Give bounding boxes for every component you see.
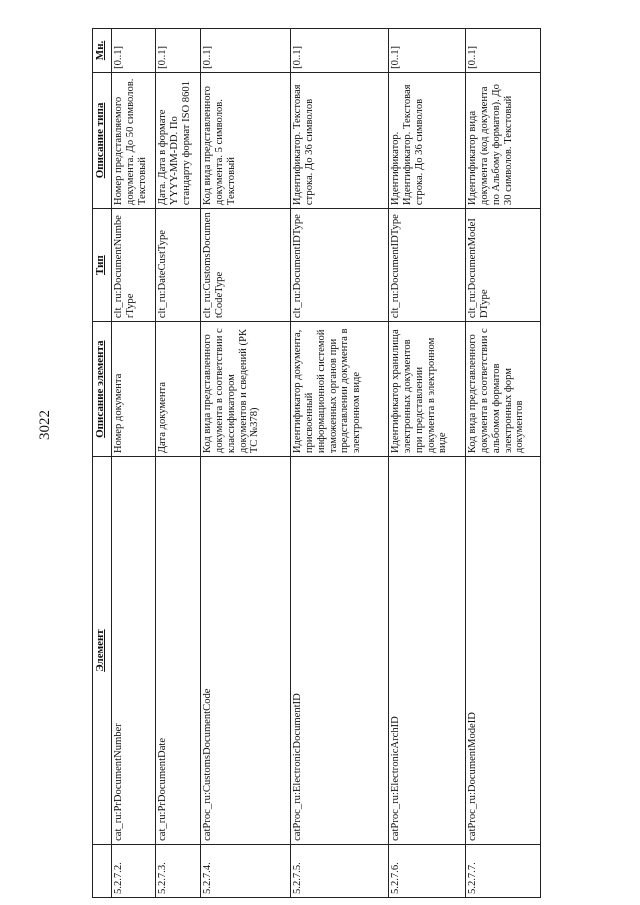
cell-type: clt_ru:DocumentIDType <box>389 209 466 322</box>
page-number: 3022 <box>37 410 53 440</box>
cell-mult: [0..1] <box>201 29 291 73</box>
cell-element-desc: Номер документа <box>112 322 156 457</box>
cell-mult: [0..1] <box>156 29 201 73</box>
table-row <box>389 29 466 898</box>
header-type: Тип <box>93 209 112 322</box>
header-element-desc: Описание элемента <box>93 322 112 457</box>
table-row <box>466 29 541 898</box>
cell-type-desc: Номер представляемого документа. До 50 символов. Текстовый <box>112 72 156 208</box>
table-header-row <box>93 29 112 898</box>
cell-type: clt_ru:CustomsDocumentCodeType <box>201 209 291 322</box>
cell-type-desc: Идентификатор вида документа (код документа по Альбому форматов). До 30 символов. Текстовый <box>466 72 541 208</box>
table-row <box>156 29 201 898</box>
table-row <box>112 29 156 898</box>
cell-type-desc: Идентификатор. Текстовая строка. До 36 символов <box>291 72 389 208</box>
cell-mult: [0..1] <box>466 29 541 73</box>
header-element: Элемент <box>93 457 112 845</box>
cell-element: catProc_ru:ElectronicArchID <box>389 457 466 845</box>
cell-mult: [0..1] <box>291 29 389 73</box>
cell-type: clt_ru:DateCustType <box>156 209 201 322</box>
header-num <box>93 844 112 897</box>
cell-mult: [0..1] <box>389 29 466 73</box>
cell-type: clt_ru:DocumentNumberType <box>112 209 156 322</box>
cell-type: clt_ru:DocumentModeIDType <box>466 209 541 322</box>
table-row <box>291 29 389 898</box>
cell-type: clt_ru:DocumentIDType <box>291 209 389 322</box>
cell-type-desc: Идентификатор. Идентификатор. Текстовая строка. До 36 символов <box>389 72 466 208</box>
cell-mult: [0..1] <box>112 29 156 73</box>
header-type-desc: Описание типа <box>93 72 112 208</box>
cell-num: 5.2.7.6. <box>389 844 466 897</box>
cell-num: 5.2.7.2. <box>112 844 156 897</box>
cell-num: 5.2.7.4. <box>201 844 291 897</box>
cell-element: cat_ru:PrDocumentNumber <box>112 457 156 845</box>
cell-element: catProc_ru:CustomsDocumentCode <box>201 457 291 845</box>
cell-element: catProc_ru:ElectronicDocumentID <box>291 457 389 845</box>
cell-num: 5.2.7.5. <box>291 844 389 897</box>
cell-element: catProc_ru:DocumentModeID <box>466 457 541 845</box>
table-row <box>201 29 291 898</box>
cell-element-desc: Идентификатор хранилища электронных документов при представлении документа в электронном виде <box>389 322 466 457</box>
cell-element-desc: Код вида представленного документа в соответствии с классификатором документов и сведений (РК ТС №378) <box>201 322 291 457</box>
rotated-table-container <box>92 28 622 898</box>
cell-num: 5.2.7.3. <box>156 844 201 897</box>
header-mult: Мн. <box>93 29 112 73</box>
cell-element: cat_ru:PrDocumentDate <box>156 457 201 845</box>
elements-table <box>92 28 541 898</box>
cell-element-desc: Код вида представленного документа в соответствии с альбомом форматов электронных форм документов <box>466 322 541 457</box>
cell-num: 5.2.7.7. <box>466 844 541 897</box>
cell-type-desc: Дата. Дата в формате YYYY-MM-DD. По стандарту формат ISO 8601 <box>156 72 201 208</box>
cell-element-desc: Дата документа <box>156 322 201 457</box>
cell-type-desc: Код вида представленного документа. 5 символов. Текстовый <box>201 72 291 208</box>
cell-element-desc: Идентификатор документа, присвоенный информационной системой таможенных органов при представлении документа в электронном виде <box>291 322 389 457</box>
